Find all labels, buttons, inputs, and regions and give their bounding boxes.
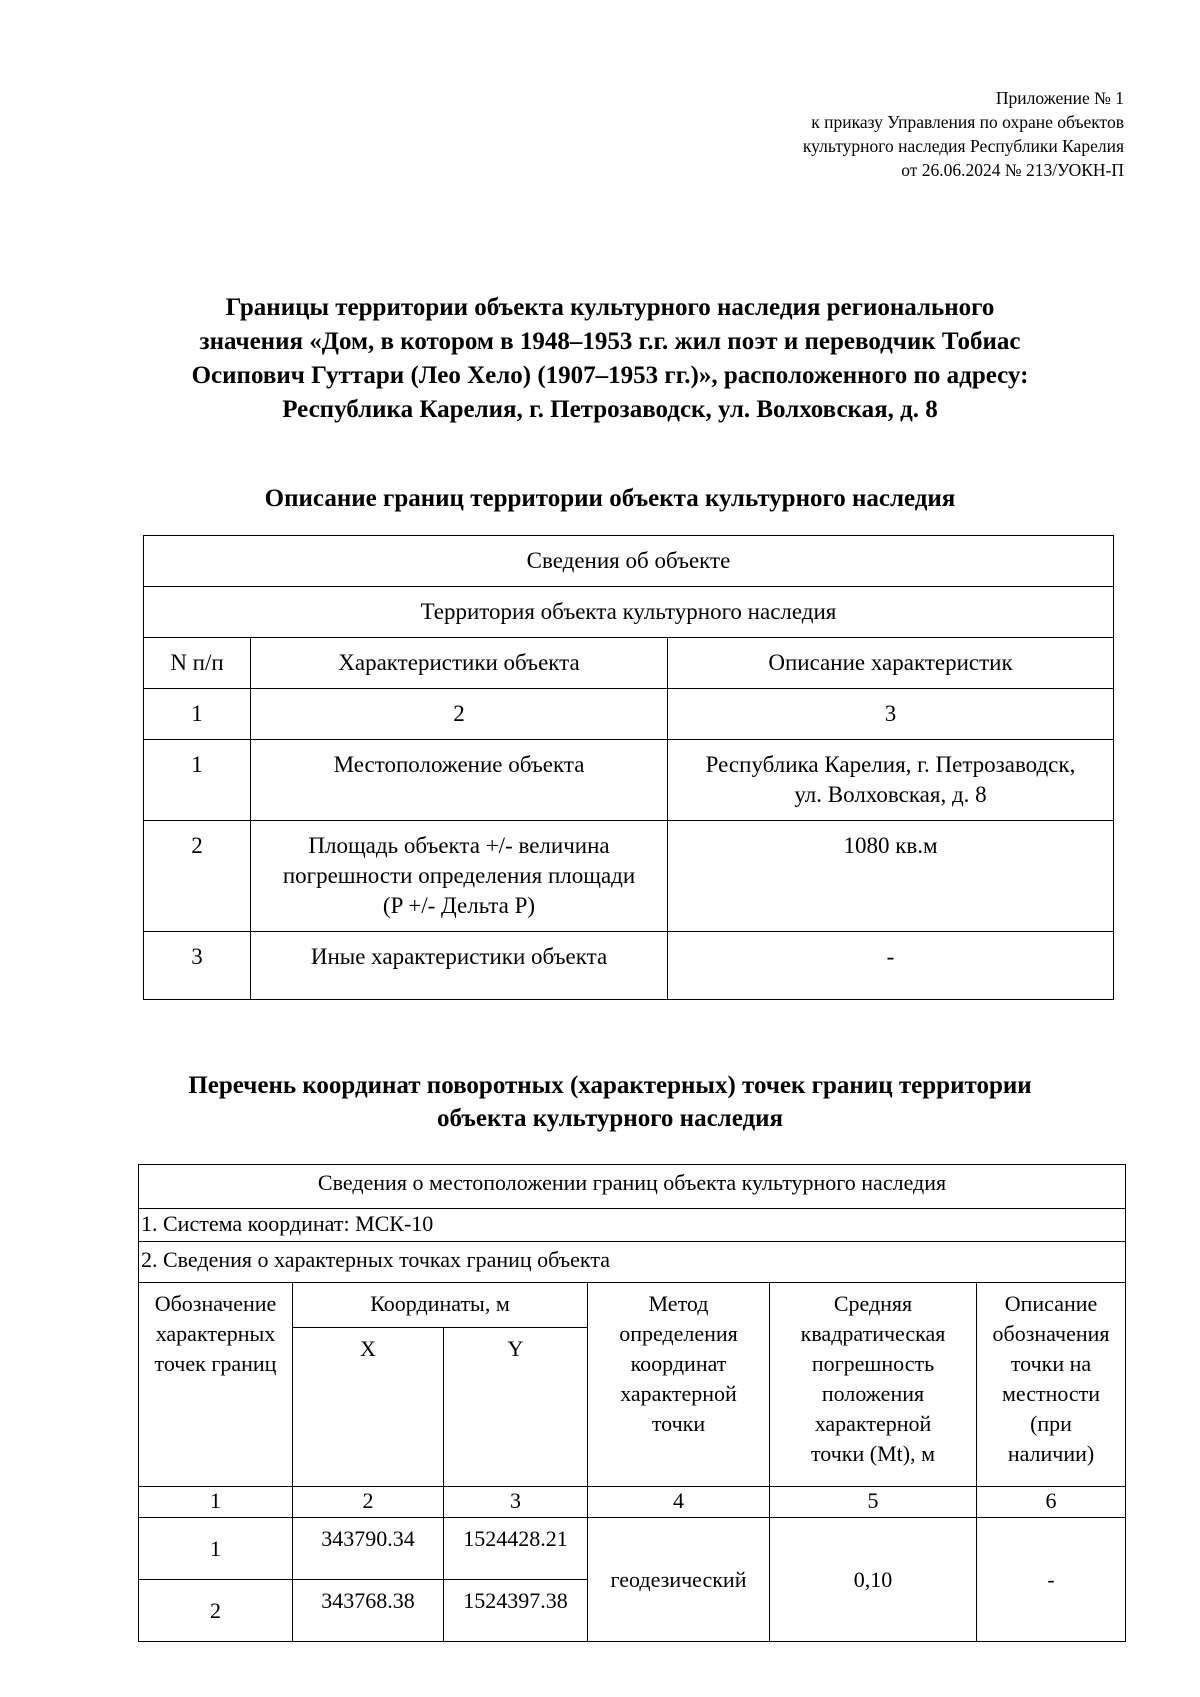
table-caption: Сведения об объекте	[144, 536, 1114, 587]
header-line: положения	[821, 1381, 925, 1406]
characteristic-cell: Местоположение объекта	[251, 740, 668, 821]
header-line: Обозначение	[154, 1291, 277, 1316]
points-title: 2. Сведения о характерных точках границ объекта	[139, 1242, 1126, 1283]
table-row	[139, 1518, 1126, 1580]
characteristic-cell	[251, 821, 668, 932]
table-row	[144, 821, 1114, 932]
coordinates-table	[138, 1164, 1126, 1642]
header-designation	[139, 1283, 293, 1487]
header-method	[588, 1283, 770, 1487]
column-number: 3	[668, 689, 1114, 740]
point-x: 343768.38	[293, 1580, 444, 1642]
error-cell: 0,10	[770, 1518, 977, 1642]
point-id: 2	[139, 1580, 293, 1642]
table-header-row	[144, 638, 1114, 689]
header-line: Средняя	[833, 1291, 913, 1316]
table-caption: Сведения о местоположении границ объекта культурного наследия	[139, 1165, 1126, 1209]
description-cell: 1080 кв.м	[668, 821, 1114, 932]
annex-line: к приказу Управления по охране объектов	[811, 112, 1124, 132]
document-title	[130, 291, 1090, 427]
header-line: координат	[630, 1351, 727, 1376]
header-line: квадратическая	[800, 1321, 946, 1346]
header-line: местности	[1001, 1381, 1101, 1406]
section2-title	[130, 1069, 1090, 1135]
coordinate-system: 1. Система координат: МСК-10	[139, 1209, 1126, 1242]
header-line: определения	[619, 1321, 738, 1346]
header-line: характерных	[155, 1321, 276, 1346]
column-number: 4	[588, 1487, 770, 1518]
description-line: Республика Карелия, г. Петрозаводск,	[705, 752, 1076, 777]
description-cell	[668, 740, 1114, 821]
header-line: точки на	[1010, 1351, 1092, 1376]
header-line: точки	[651, 1411, 706, 1436]
header-line: наличии)	[1007, 1441, 1095, 1466]
header-line: точки (Mt), м	[810, 1441, 936, 1466]
column-number-row	[144, 689, 1114, 740]
row-number: 3	[144, 932, 251, 1000]
header-line: обозначения	[992, 1321, 1110, 1346]
row-number: 1	[144, 740, 251, 821]
header-line: (при	[1030, 1411, 1072, 1436]
header-cell: Характеристики объекта	[251, 638, 668, 689]
header-line: характерной	[620, 1381, 737, 1406]
annex-line: культурного наследия Республики Карелия	[802, 136, 1124, 156]
header-line: точек границ	[154, 1351, 277, 1376]
characteristic-line: Площадь объекта +/- величина	[308, 833, 610, 858]
column-number-row	[139, 1487, 1126, 1518]
header-coordinates: Координаты, м	[293, 1283, 588, 1328]
header-line: Описание	[1004, 1291, 1098, 1316]
header-description	[977, 1283, 1126, 1487]
section2-title-line: объекта культурного наследия	[436, 1105, 784, 1132]
object-info-table	[143, 535, 1114, 1000]
annex-line: от 26.06.2024 № 213/УОКН-П	[901, 160, 1124, 180]
header-line: Метод	[648, 1291, 709, 1316]
description-line: ул. Волховская, д. 8	[794, 782, 987, 807]
header-y: Y	[444, 1328, 588, 1487]
table-row	[144, 932, 1114, 1000]
characteristic-line: погрешности определения площади	[282, 863, 636, 888]
title-line: Границы территории объекта культурного наследия регионального	[225, 294, 995, 321]
column-number: 1	[144, 689, 251, 740]
characteristic-cell: Иные характеристики объекта	[251, 932, 668, 1000]
column-number: 5	[770, 1487, 977, 1518]
header-line: характерной	[814, 1411, 932, 1436]
section2-title-line: Перечень координат поворотных (характерных) точек границ территории	[188, 1072, 1032, 1099]
section1-title	[130, 482, 1090, 515]
header-cell: Описание характеристик	[668, 638, 1114, 689]
annex-block	[803, 86, 1124, 182]
title-line: значения «Дом, в котором в 1948–1953 г.г. жил поэт и переводчик Тобиас	[199, 328, 1021, 355]
title-line: Осипович Гуттари (Лео Хело) (1907–1953 гг.)», расположенного по адресу:	[191, 362, 1029, 389]
column-number: 6	[977, 1487, 1126, 1518]
point-x: 343790.34	[293, 1518, 444, 1580]
characteristic-line: (P +/- Дельта P)	[382, 893, 536, 918]
column-number: 3	[444, 1487, 588, 1518]
column-number: 1	[139, 1487, 293, 1518]
point-y: 1524428.21	[444, 1518, 588, 1580]
point-description-cell: -	[977, 1518, 1126, 1642]
point-id: 1	[139, 1518, 293, 1580]
header-line: погрешность	[811, 1351, 935, 1376]
section1-title-text: Описание границ территории объекта культурного наследия	[264, 485, 956, 512]
title-line: Республика Карелия, г. Петрозаводск, ул. Волховская, д. 8	[282, 396, 938, 423]
column-number: 2	[293, 1487, 444, 1518]
column-number: 2	[251, 689, 668, 740]
annex-line: Приложение № 1	[995, 88, 1124, 108]
point-y: 1524397.38	[444, 1580, 588, 1642]
table-header-row	[139, 1283, 1126, 1328]
row-number: 2	[144, 821, 251, 932]
header-cell: N п/п	[144, 638, 251, 689]
header-x: X	[293, 1328, 444, 1487]
description-cell: -	[668, 932, 1114, 1000]
header-error	[770, 1283, 977, 1487]
table-row	[144, 740, 1114, 821]
method-cell: геодезический	[588, 1518, 770, 1642]
table-subcaption: Территория объекта культурного наследия	[144, 587, 1114, 638]
